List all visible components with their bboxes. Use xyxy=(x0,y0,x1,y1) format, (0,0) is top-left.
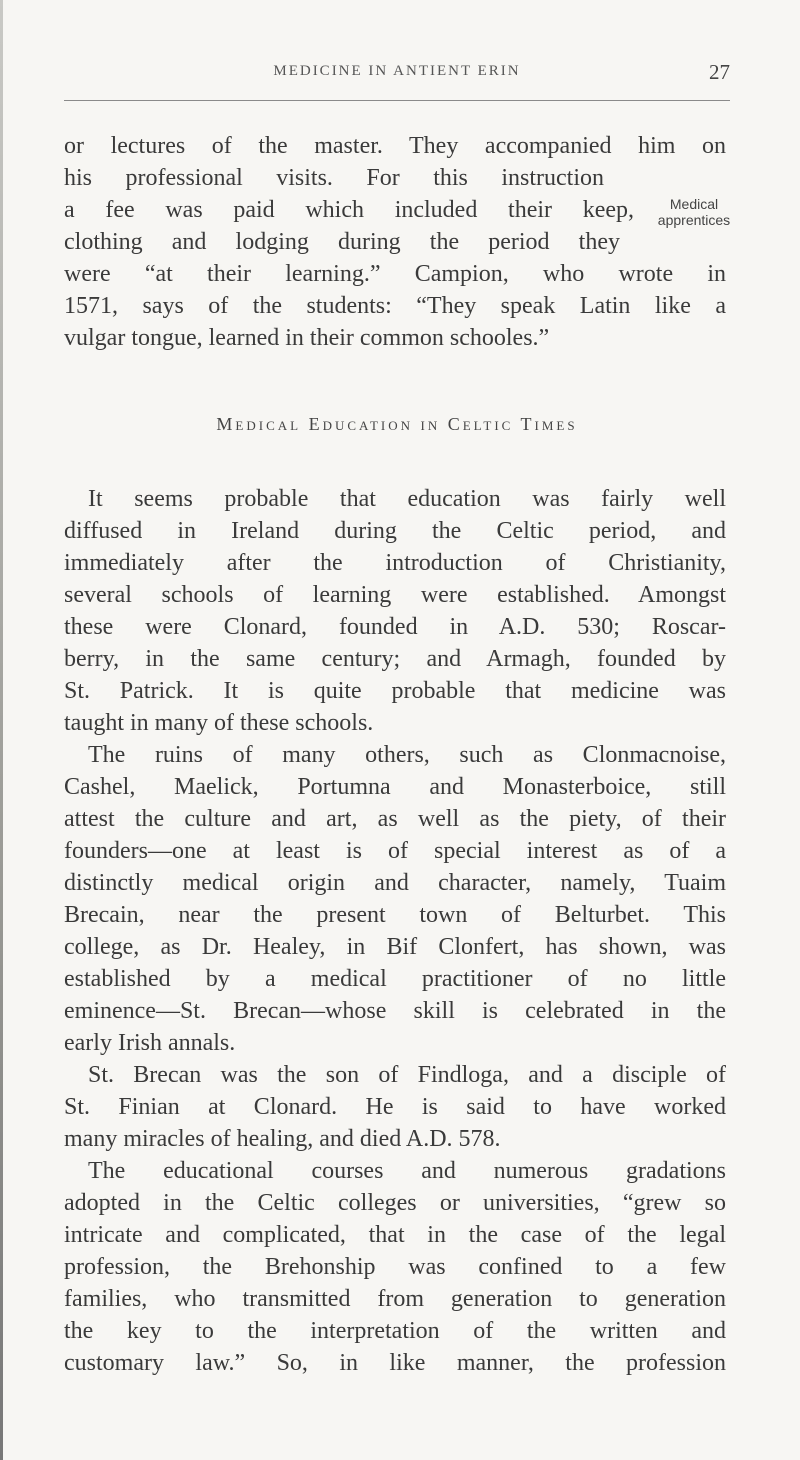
text-line: Brecain, near the present town of Belturbet. This xyxy=(64,902,726,928)
text-line: distinctly medical origin and character, namely, Tuaim xyxy=(64,870,726,896)
text-line: immediately after the introduction of Christianity, xyxy=(64,550,726,576)
text-line: The ruins of many others, such as Clonmacnoise, xyxy=(88,742,726,768)
text-line: St. Patrick. It is quite probable that medicine was xyxy=(64,678,726,704)
text-line: or lectures of the master. They accompanied him on xyxy=(64,133,726,159)
text-line: these were Clonard, founded in A.D. 530; Roscar- xyxy=(64,614,726,640)
text-line: were “at their learning.” Campion, who wrote in xyxy=(64,261,726,287)
page-header xyxy=(64,60,730,86)
margin-note-line: Medical xyxy=(669,196,719,212)
text-line: profession, the Brehonship was confined to a few xyxy=(64,1254,726,1280)
text-line: diffused in Ireland during the Celtic period, and xyxy=(64,518,726,544)
text-line: attest the culture and art, as well as the piety, of their xyxy=(64,806,726,832)
section-heading: Medical Education in Celtic Times xyxy=(216,414,578,434)
text-line: 1571, says of the students: “They speak Latin like a xyxy=(64,293,726,319)
text-line: many miracles of healing, and died A.D. 578. xyxy=(64,1126,501,1152)
text-line: St. Finian at Clonard. He is said to have worked xyxy=(64,1094,726,1120)
text-line: the key to the interpretation of the written and xyxy=(64,1318,726,1344)
text-line: St. Brecan was the son of Findloga, and a disciple of xyxy=(88,1062,726,1088)
text-line: intricate and complicated, that in the case of the legal xyxy=(64,1222,726,1248)
page-edge-shadow xyxy=(0,0,3,1460)
text-line: eminence—St. Brecan—whose skill is celebrated in the xyxy=(64,998,726,1024)
text-line: several schools of learning were established. Amongst xyxy=(64,582,726,608)
text-line: Cashel, Maelick, Portumna and Monasterboice, still xyxy=(64,774,726,800)
margin-note-line: apprentices xyxy=(657,212,731,228)
margin-note xyxy=(651,196,737,228)
page-number: 27 xyxy=(709,60,730,84)
text-line: berry, in the same century; and Armagh, founded by xyxy=(64,646,726,672)
text-line: college, as Dr. Healey, in Bif Clonfert, has shown, was xyxy=(64,934,726,960)
text-line: customary law.” So, in like manner, the profession xyxy=(64,1350,726,1376)
text-line: early Irish annals. xyxy=(64,1030,236,1056)
header-rule xyxy=(64,100,730,101)
text-line: taught in many of these schools. xyxy=(64,710,374,736)
text-line: founders—one at least is of special interest as of a xyxy=(64,838,726,864)
text-line: It seems probable that education was fairly well xyxy=(88,486,726,512)
text-line: a fee was paid which included their keep, xyxy=(64,197,634,223)
text-line: The educational courses and numerous gradations xyxy=(88,1158,726,1184)
text-line: clothing and lodging during the period they xyxy=(64,229,620,255)
running-title: MEDICINE IN ANTIENT ERIN xyxy=(273,63,521,79)
text-line: families, who transmitted from generation to generation xyxy=(64,1286,726,1312)
text-line: vulgar tongue, learned in their common schooles.” xyxy=(64,325,550,351)
text-line: established by a medical practitioner of no little xyxy=(64,966,726,992)
text-line: his professional visits. For this instruction xyxy=(64,165,604,191)
text-line: adopted in the Celtic colleges or universities, “grew so xyxy=(64,1190,726,1216)
